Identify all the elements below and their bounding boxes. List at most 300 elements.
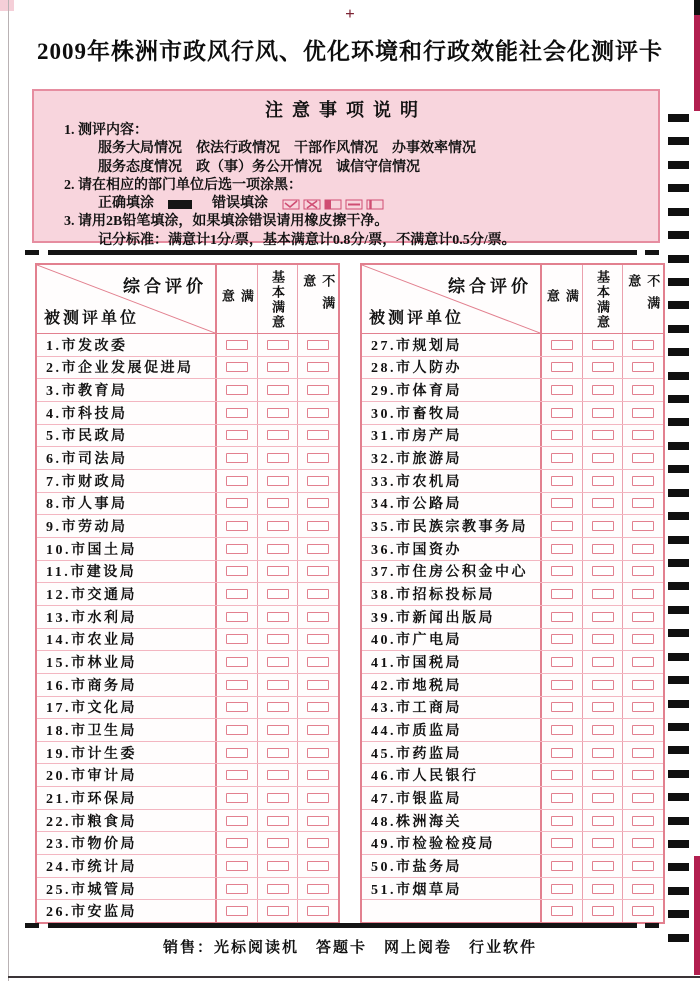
bubble-basically-satisfied[interactable] — [592, 748, 614, 758]
table-row — [362, 718, 663, 741]
timing-mark — [668, 840, 689, 848]
bubble-not-satisfied[interactable] — [632, 521, 654, 531]
bubble-satisfied[interactable] — [226, 340, 248, 350]
answer-cell — [297, 379, 338, 401]
bubble-basically-satisfied[interactable] — [592, 612, 614, 622]
bubble-satisfied[interactable] — [226, 521, 248, 531]
answer-cell — [257, 742, 298, 764]
bubble-satisfied[interactable] — [551, 385, 573, 395]
bubble-not-satisfied[interactable] — [632, 612, 654, 622]
bubble-basically-satisfied[interactable] — [267, 385, 289, 395]
bubble-satisfied[interactable] — [226, 680, 248, 690]
bubble-not-satisfied[interactable] — [632, 884, 654, 894]
bubble-basically-satisfied[interactable] — [592, 498, 614, 508]
unit-label: 3.市教育局 — [46, 384, 128, 400]
bubble-basically-satisfied[interactable] — [592, 544, 614, 554]
bubble-satisfied[interactable] — [226, 362, 248, 372]
bubble-satisfied[interactable] — [226, 725, 248, 735]
wrong-fill-label: 错误填涂 — [212, 196, 268, 212]
bubble-satisfied[interactable] — [551, 566, 573, 576]
separator-dash — [25, 923, 39, 928]
answer-cell — [257, 674, 298, 696]
answer-cell — [257, 900, 298, 922]
bubble-not-satisfied[interactable] — [632, 476, 654, 486]
table-row — [37, 605, 338, 628]
bubble-satisfied[interactable] — [226, 702, 248, 712]
bubble-not-satisfied[interactable] — [632, 385, 654, 395]
bubble-satisfied[interactable] — [226, 884, 248, 894]
bubble-not-satisfied[interactable] — [632, 816, 654, 826]
bubble-satisfied[interactable] — [551, 702, 573, 712]
table-row — [362, 424, 663, 447]
table-row — [37, 492, 338, 515]
bubble-not-satisfied[interactable] — [632, 725, 654, 735]
table-row — [37, 831, 338, 854]
bubble-basically-satisfied[interactable] — [267, 453, 289, 463]
bubble-not-satisfied[interactable] — [632, 770, 654, 780]
answer-cell — [622, 832, 663, 854]
bubble-basically-satisfied[interactable] — [592, 362, 614, 372]
answer-cell — [540, 447, 582, 469]
table-row — [362, 831, 663, 854]
answer-cell — [215, 742, 257, 764]
bubble-basically-satisfied[interactable] — [267, 566, 289, 576]
table-row — [37, 696, 338, 719]
unit-label: 44.市质监局 — [371, 723, 462, 739]
answer-cell — [215, 629, 257, 651]
unit-label: 33.市农机局 — [371, 474, 462, 490]
answer-cell — [622, 470, 663, 492]
timing-mark — [668, 465, 689, 473]
bubble-not-satisfied[interactable] — [632, 408, 654, 418]
answer-cell — [622, 674, 663, 696]
bubble-satisfied[interactable] — [551, 589, 573, 599]
fill-example-line — [34, 195, 658, 213]
bubble-basically-satisfied[interactable] — [592, 884, 614, 894]
bubble-satisfied[interactable] — [226, 476, 248, 486]
bubble-basically-satisfied[interactable] — [592, 680, 614, 690]
bubble-satisfied[interactable] — [551, 816, 573, 826]
bubble-basically-satisfied[interactable] — [267, 838, 289, 848]
timing-mark — [668, 653, 689, 661]
answer-cell — [540, 379, 582, 401]
bubble-basically-satisfied[interactable] — [592, 770, 614, 780]
bubble-not-satisfied[interactable] — [632, 566, 654, 576]
registration-cross-icon: + — [345, 4, 355, 23]
bubble-satisfied[interactable] — [551, 340, 573, 350]
header-overall-evaluation: 综合评价 — [123, 277, 207, 296]
bubble-not-satisfied[interactable] — [632, 340, 654, 350]
bubble-basically-satisfied[interactable] — [267, 589, 289, 599]
bubble-basically-satisfied[interactable] — [592, 793, 614, 803]
timing-mark — [668, 418, 689, 426]
notice-item3: 3. 请用2B铅笔填涂，如果填涂错误请用橡皮擦干净。 — [64, 214, 389, 230]
timing-mark — [668, 817, 689, 825]
bubble-satisfied[interactable] — [551, 634, 573, 644]
answer-cell — [582, 334, 623, 356]
timing-mark — [668, 582, 689, 590]
answer-cell — [582, 651, 623, 673]
timing-mark — [668, 700, 689, 708]
bubble-not-satisfied[interactable] — [307, 725, 329, 735]
answer-cell — [582, 719, 623, 741]
bubble-basically-satisfied[interactable] — [267, 748, 289, 758]
bubble-basically-satisfied[interactable] — [267, 816, 289, 826]
bubble-satisfied[interactable] — [226, 770, 248, 780]
answer-cell — [297, 697, 338, 719]
bubble-basically-satisfied[interactable] — [592, 521, 614, 531]
answer-cell — [622, 357, 663, 379]
table-row — [362, 673, 663, 696]
notice-content1a: 服务大局情况 依法行政情况 干部作风情况 办事效率情况 — [98, 141, 476, 157]
bubble-not-satisfied[interactable] — [307, 793, 329, 803]
answer-cell — [215, 538, 257, 560]
bubble-not-satisfied[interactable] — [307, 498, 329, 508]
bubble-basically-satisfied[interactable] — [267, 884, 289, 894]
answer-cell — [622, 447, 663, 469]
bubble-basically-satisfied[interactable] — [592, 838, 614, 848]
bubble-basically-satisfied[interactable] — [267, 340, 289, 350]
answer-cell — [540, 674, 582, 696]
table-row — [362, 696, 663, 719]
timing-mark — [668, 208, 689, 216]
bubble-satisfied[interactable] — [551, 521, 573, 531]
bubble-not-satisfied[interactable] — [307, 589, 329, 599]
bubble-not-satisfied[interactable] — [632, 362, 654, 372]
bubble-basically-satisfied[interactable] — [267, 362, 289, 372]
bubble-basically-satisfied[interactable] — [592, 589, 614, 599]
bubble-not-satisfied[interactable] — [632, 861, 654, 871]
bubble-not-satisfied[interactable] — [307, 657, 329, 667]
table-row — [37, 560, 338, 583]
answer-cell — [297, 629, 338, 651]
bubble-basically-satisfied[interactable] — [592, 476, 614, 486]
unit-label — [362, 900, 540, 922]
answer-cell — [582, 855, 623, 877]
timing-mark — [668, 606, 689, 614]
bubble-basically-satisfied[interactable] — [267, 408, 289, 418]
table-row — [37, 628, 338, 651]
bubble-satisfied[interactable] — [551, 408, 573, 418]
answer-cell — [622, 425, 663, 447]
bubble-satisfied[interactable] — [551, 544, 573, 554]
bubble-basically-satisfied[interactable] — [267, 612, 289, 622]
bubble-satisfied[interactable] — [551, 657, 573, 667]
bubble-basically-satisfied[interactable] — [592, 408, 614, 418]
bubble-not-satisfied[interactable] — [307, 453, 329, 463]
bubble-not-satisfied[interactable] — [632, 838, 654, 848]
unit-label: 49.市检验检疫局 — [371, 837, 495, 853]
bubble-not-satisfied[interactable] — [307, 566, 329, 576]
answer-cell — [622, 719, 663, 741]
bubble-basically-satisfied[interactable] — [592, 702, 614, 712]
answer-cell — [540, 697, 582, 719]
bubble-satisfied[interactable] — [226, 657, 248, 667]
table-row — [37, 378, 338, 401]
bubble-satisfied[interactable] — [226, 544, 248, 554]
answer-cell — [582, 402, 623, 424]
bubble-basically-satisfied[interactable] — [267, 906, 289, 916]
bubble-satisfied[interactable] — [226, 385, 248, 395]
bubble-basically-satisfied[interactable] — [267, 657, 289, 667]
bubble-basically-satisfied[interactable] — [592, 566, 614, 576]
answer-cell — [297, 787, 338, 809]
timing-mark — [668, 231, 689, 239]
answer-cell — [540, 606, 582, 628]
bubble-satisfied[interactable] — [226, 634, 248, 644]
table-row — [362, 356, 663, 379]
bubble-satisfied[interactable] — [551, 476, 573, 486]
bubble-satisfied[interactable] — [551, 838, 573, 848]
answer-cell — [582, 515, 623, 537]
answer-cell — [297, 425, 338, 447]
bubble-basically-satisfied[interactable] — [267, 498, 289, 508]
answer-cell — [540, 357, 582, 379]
unit-label: 22.市粮食局 — [46, 814, 137, 830]
evaluation-table-right — [360, 263, 665, 924]
bubble-basically-satisfied[interactable] — [267, 430, 289, 440]
bubble-basically-satisfied[interactable] — [267, 544, 289, 554]
bubble-not-satisfied[interactable] — [632, 589, 654, 599]
table-row — [37, 650, 338, 673]
answer-cell — [297, 470, 338, 492]
bubble-basically-satisfied[interactable] — [267, 521, 289, 531]
bubble-satisfied[interactable] — [551, 906, 573, 916]
wrong-mark-cross-icon — [303, 199, 321, 210]
bubble-satisfied[interactable] — [226, 748, 248, 758]
answer-cell — [297, 493, 338, 515]
answer-cell — [215, 357, 257, 379]
answer-cell — [540, 764, 582, 786]
bubble-not-satisfied[interactable] — [632, 793, 654, 803]
bubble-not-satisfied[interactable] — [307, 884, 329, 894]
answer-cell — [622, 629, 663, 651]
answer-cell — [622, 379, 663, 401]
bubble-not-satisfied[interactable] — [307, 544, 329, 554]
answer-cell — [297, 447, 338, 469]
answer-cell — [297, 538, 338, 560]
bubble-not-satisfied[interactable] — [307, 702, 329, 712]
bubble-basically-satisfied[interactable] — [592, 657, 614, 667]
bubble-satisfied[interactable] — [226, 498, 248, 508]
answer-cell — [540, 787, 582, 809]
answer-cell — [257, 538, 298, 560]
bubble-basically-satisfied[interactable] — [592, 861, 614, 871]
bubble-satisfied[interactable] — [226, 566, 248, 576]
table-row — [362, 650, 663, 673]
bubble-not-satisfied[interactable] — [632, 702, 654, 712]
answer-cell — [622, 764, 663, 786]
bubble-basically-satisfied[interactable] — [592, 725, 614, 735]
bubble-not-satisfied[interactable] — [307, 430, 329, 440]
bubble-satisfied[interactable] — [226, 408, 248, 418]
answer-cell — [622, 651, 663, 673]
answer-cell — [582, 764, 623, 786]
separator-line — [48, 923, 637, 928]
answer-cell — [297, 832, 338, 854]
answer-cell — [622, 606, 663, 628]
answer-cell — [257, 651, 298, 673]
bubble-basically-satisfied[interactable] — [592, 453, 614, 463]
answer-cell — [582, 561, 623, 583]
timing-mark — [668, 395, 689, 403]
bubble-basically-satisfied[interactable] — [267, 725, 289, 735]
answer-cell — [215, 470, 257, 492]
bubble-satisfied[interactable] — [551, 884, 573, 894]
unit-label: 37.市住房公积金中心 — [371, 565, 528, 581]
bubble-satisfied[interactable] — [551, 793, 573, 803]
correct-fill-label: 正确填涂 — [98, 196, 154, 212]
bubble-basically-satisfied[interactable] — [592, 340, 614, 350]
table-row — [362, 605, 663, 628]
bubble-basically-satisfied[interactable] — [592, 430, 614, 440]
bubble-not-satisfied[interactable] — [307, 340, 329, 350]
bubble-not-satisfied[interactable] — [307, 906, 329, 916]
bubble-not-satisfied[interactable] — [307, 770, 329, 780]
bubble-satisfied[interactable] — [551, 612, 573, 622]
answer-cell — [257, 379, 298, 401]
bubble-satisfied[interactable] — [551, 770, 573, 780]
wrong-fill-marks — [282, 199, 384, 210]
answer-cell — [582, 606, 623, 628]
bubble-not-satisfied[interactable] — [632, 544, 654, 554]
notice-box — [32, 89, 660, 248]
bubble-satisfied[interactable] — [551, 430, 573, 440]
answer-cell — [215, 878, 257, 900]
timing-mark — [668, 325, 689, 333]
column-header-satisfied: 满意 — [215, 265, 257, 333]
answer-cell — [215, 900, 257, 922]
bubble-not-satisfied[interactable] — [307, 838, 329, 848]
bubble-satisfied[interactable] — [226, 430, 248, 440]
answer-cell — [297, 402, 338, 424]
bubble-basically-satisfied[interactable] — [267, 861, 289, 871]
answer-cell — [622, 900, 663, 922]
timing-mark — [668, 723, 689, 731]
table-row — [37, 809, 338, 832]
bubble-basically-satisfied[interactable] — [267, 793, 289, 803]
table-row — [37, 877, 338, 900]
column-header-not-satisfied: 不满意 — [297, 265, 338, 333]
answer-cell — [622, 493, 663, 515]
edge-strip-top — [694, 15, 700, 111]
bubble-not-satisfied[interactable] — [307, 408, 329, 418]
bubble-satisfied[interactable] — [551, 498, 573, 508]
answer-cell — [540, 493, 582, 515]
bubble-satisfied[interactable] — [226, 793, 248, 803]
bubble-satisfied[interactable] — [226, 838, 248, 848]
answer-cell — [582, 878, 623, 900]
answer-cell — [257, 787, 298, 809]
answer-cell — [215, 425, 257, 447]
bubble-satisfied[interactable] — [226, 589, 248, 599]
card-left-edge — [8, 0, 9, 981]
bubble-basically-satisfied[interactable] — [267, 702, 289, 712]
bubble-not-satisfied[interactable] — [632, 453, 654, 463]
bubble-basically-satisfied[interactable] — [592, 385, 614, 395]
bubble-not-satisfied[interactable] — [632, 498, 654, 508]
bubble-satisfied[interactable] — [551, 362, 573, 372]
answer-cell — [257, 697, 298, 719]
diagonal-header-cell — [37, 265, 215, 333]
answer-cell — [540, 742, 582, 764]
bubble-basically-satisfied[interactable] — [592, 906, 614, 916]
bubble-not-satisfied[interactable] — [307, 680, 329, 690]
answer-cell — [582, 629, 623, 651]
notice-content1b: 服务态度情况 政（事）务公开情况 诚信守信情况 — [98, 159, 420, 175]
wrong-mark-halffill-icon — [324, 199, 342, 210]
bubble-not-satisfied[interactable] — [632, 430, 654, 440]
bubble-not-satisfied[interactable] — [307, 748, 329, 758]
bubble-not-satisfied[interactable] — [632, 748, 654, 758]
answer-cell — [582, 832, 623, 854]
bubble-not-satisfied[interactable] — [307, 634, 329, 644]
answer-cell — [297, 583, 338, 605]
bubble-not-satisfied[interactable] — [307, 385, 329, 395]
bubble-basically-satisfied[interactable] — [267, 770, 289, 780]
answer-cell — [540, 719, 582, 741]
bubble-basically-satisfied[interactable] — [592, 634, 614, 644]
bubble-not-satisfied[interactable] — [632, 680, 654, 690]
bubble-not-satisfied[interactable] — [632, 657, 654, 667]
bubble-satisfied[interactable] — [226, 612, 248, 622]
bubble-satisfied[interactable] — [226, 453, 248, 463]
bubble-satisfied[interactable] — [551, 861, 573, 871]
bubble-satisfied[interactable] — [551, 453, 573, 463]
bubble-basically-satisfied[interactable] — [267, 680, 289, 690]
bubble-satisfied[interactable] — [226, 816, 248, 826]
bubble-not-satisfied[interactable] — [632, 906, 654, 916]
unit-label: 21.市环保局 — [46, 791, 137, 807]
answer-cell — [215, 697, 257, 719]
table-row — [37, 718, 338, 741]
bubble-basically-satisfied[interactable] — [267, 476, 289, 486]
correct-fill-mark-icon — [168, 200, 192, 209]
bubble-basically-satisfied[interactable] — [592, 816, 614, 826]
answer-cell — [582, 583, 623, 605]
bubble-not-satisfied[interactable] — [307, 476, 329, 486]
timing-mark — [668, 559, 689, 567]
answer-cell — [540, 583, 582, 605]
answer-cell — [582, 447, 623, 469]
answer-cell — [540, 900, 582, 922]
bubble-satisfied[interactable] — [226, 906, 248, 916]
bubble-basically-satisfied[interactable] — [267, 634, 289, 644]
diagonal-header-cell — [362, 265, 540, 333]
bubble-not-satisfied[interactable] — [307, 521, 329, 531]
answer-cell — [215, 402, 257, 424]
notice-item1: 1. 测评内容： — [64, 123, 148, 138]
bubble-not-satisfied[interactable] — [307, 816, 329, 826]
evaluation-table-left — [35, 263, 340, 924]
bubble-satisfied[interactable] — [551, 680, 573, 690]
unit-label: 50.市盐务局 — [371, 859, 462, 875]
answer-cell — [297, 764, 338, 786]
answer-cell — [257, 810, 298, 832]
unit-label: 11.市建设局 — [46, 565, 137, 581]
bubble-satisfied[interactable] — [551, 748, 573, 758]
bubble-satisfied[interactable] — [226, 861, 248, 871]
bubble-not-satisfied[interactable] — [307, 861, 329, 871]
answer-cell — [215, 334, 257, 356]
answer-cell — [622, 810, 663, 832]
bubble-not-satisfied[interactable] — [307, 362, 329, 372]
bubble-satisfied[interactable] — [551, 725, 573, 735]
wrong-mark-bar-icon — [366, 199, 384, 210]
answer-cell — [215, 810, 257, 832]
bubble-not-satisfied[interactable] — [632, 634, 654, 644]
bubble-not-satisfied[interactable] — [307, 612, 329, 622]
